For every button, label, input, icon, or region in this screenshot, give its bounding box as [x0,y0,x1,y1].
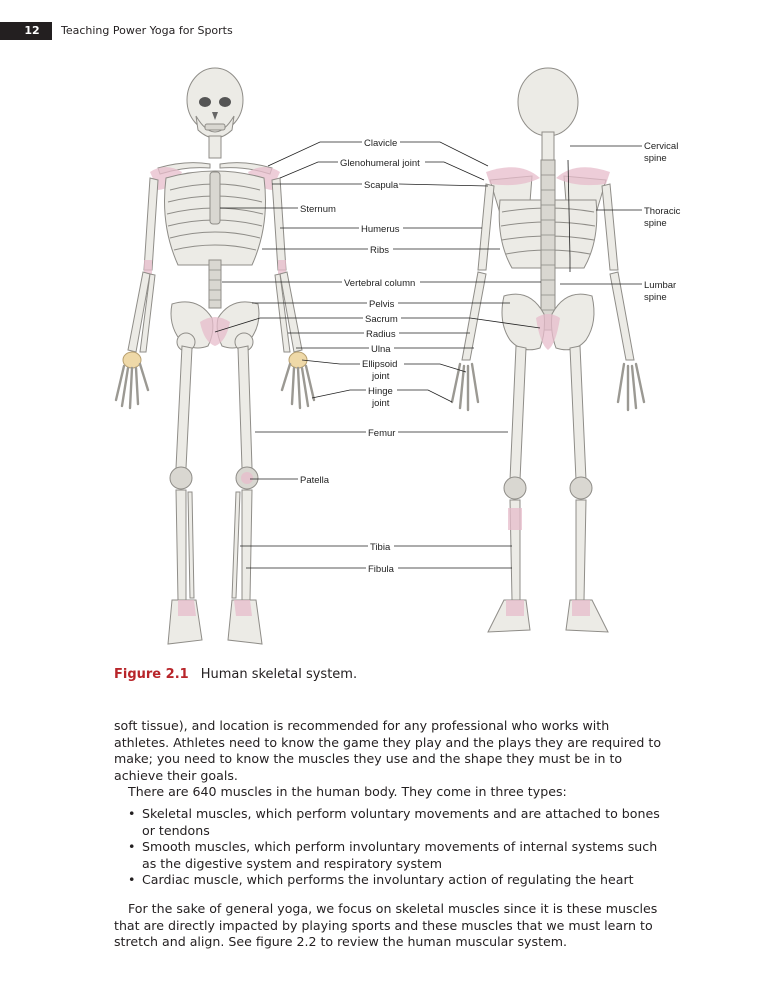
label-clavicle: Clavicle [364,138,398,149]
label-tibia: Tibia [370,542,391,553]
label-ribs: Ribs [370,245,390,256]
label-scapula: Scapula [364,180,399,191]
list-item [114,839,662,872]
label-thoracic: Thoracic [644,206,681,217]
label-hinge: Hinge [368,386,393,397]
figure-number: Figure 2.1 [114,667,189,682]
list-item-text: Smooth muscles, which perform involuntary movements of internal systems such as the digestive system and respiratory system [142,839,658,871]
skeleton-figure [0,60,772,660]
label-lumbar: Lumbar [644,280,677,291]
label-ellipsoid: Ellipsoid [362,359,398,370]
label-glenohumeral-joint: Glenohumeral joint [340,158,420,169]
list-item-text: Cardiac muscle, which performs the involuntary action of regulating the heart [142,872,634,888]
label-pelvis: Pelvis [369,299,395,310]
anterior-skeleton [116,68,314,644]
label-fibula: Fibula [368,564,394,575]
page-number: 12 [24,24,40,37]
label-radius: Radius [366,329,396,340]
skeleton-illustration [0,60,772,660]
paragraph-3: For the sake of general yoga, we focus on skeletal muscles since it is these muscles that are directly impacted by playing sports and these muscles that we must learn to stretch and align. See figure 2.2 to review the human muscular system. [114,900,658,950]
label-ellipsoid-joint: joint [372,371,390,382]
muscle-type-list [114,806,662,889]
list-item-text: Skeletal muscles, which perform voluntary movements and are attached to bones or tendons [142,805,660,838]
label-sternum: Sternum [300,204,336,215]
label-thoracic-spine: spine [644,218,667,229]
body-text [114,718,662,951]
label-patella: Patella [300,475,330,486]
paragraph-2: There are 640 muscles in the human body. They come in three types: [128,784,567,800]
label-cervical-spine: spine [644,153,667,164]
label-cervical: Cervical [644,141,679,152]
figure-caption-text: Human skeletal system. [200,667,358,682]
running-head: Teaching Power Yoga for Sports [61,24,233,37]
label-femur: Femur [368,428,396,439]
posterior-skeleton [452,68,644,632]
label-humerus: Humerus [361,224,400,235]
label-lumbar-spine: spine [644,292,667,303]
list-item [114,806,662,839]
label-sacrum: Sacrum [365,314,398,325]
page-header [0,22,772,40]
figure-caption [114,666,357,684]
page-number-box [0,22,52,40]
label-ulna: Ulna [371,344,391,355]
bullet-icon: • [128,872,136,888]
bullet-icon: • [128,839,136,855]
label-hinge-joint: joint [372,398,390,409]
bullet-icon: • [128,805,136,821]
paragraph-1: soft tissue), and location is recommended for any professional who works with athletes. Athletes need to know the game they play and the plays they are required to make; you need to know the muscles they use and the shape they must be in to achieve their goals. [114,718,662,783]
list-item [114,872,662,889]
label-vertebral-column: Vertebral column [344,278,416,289]
